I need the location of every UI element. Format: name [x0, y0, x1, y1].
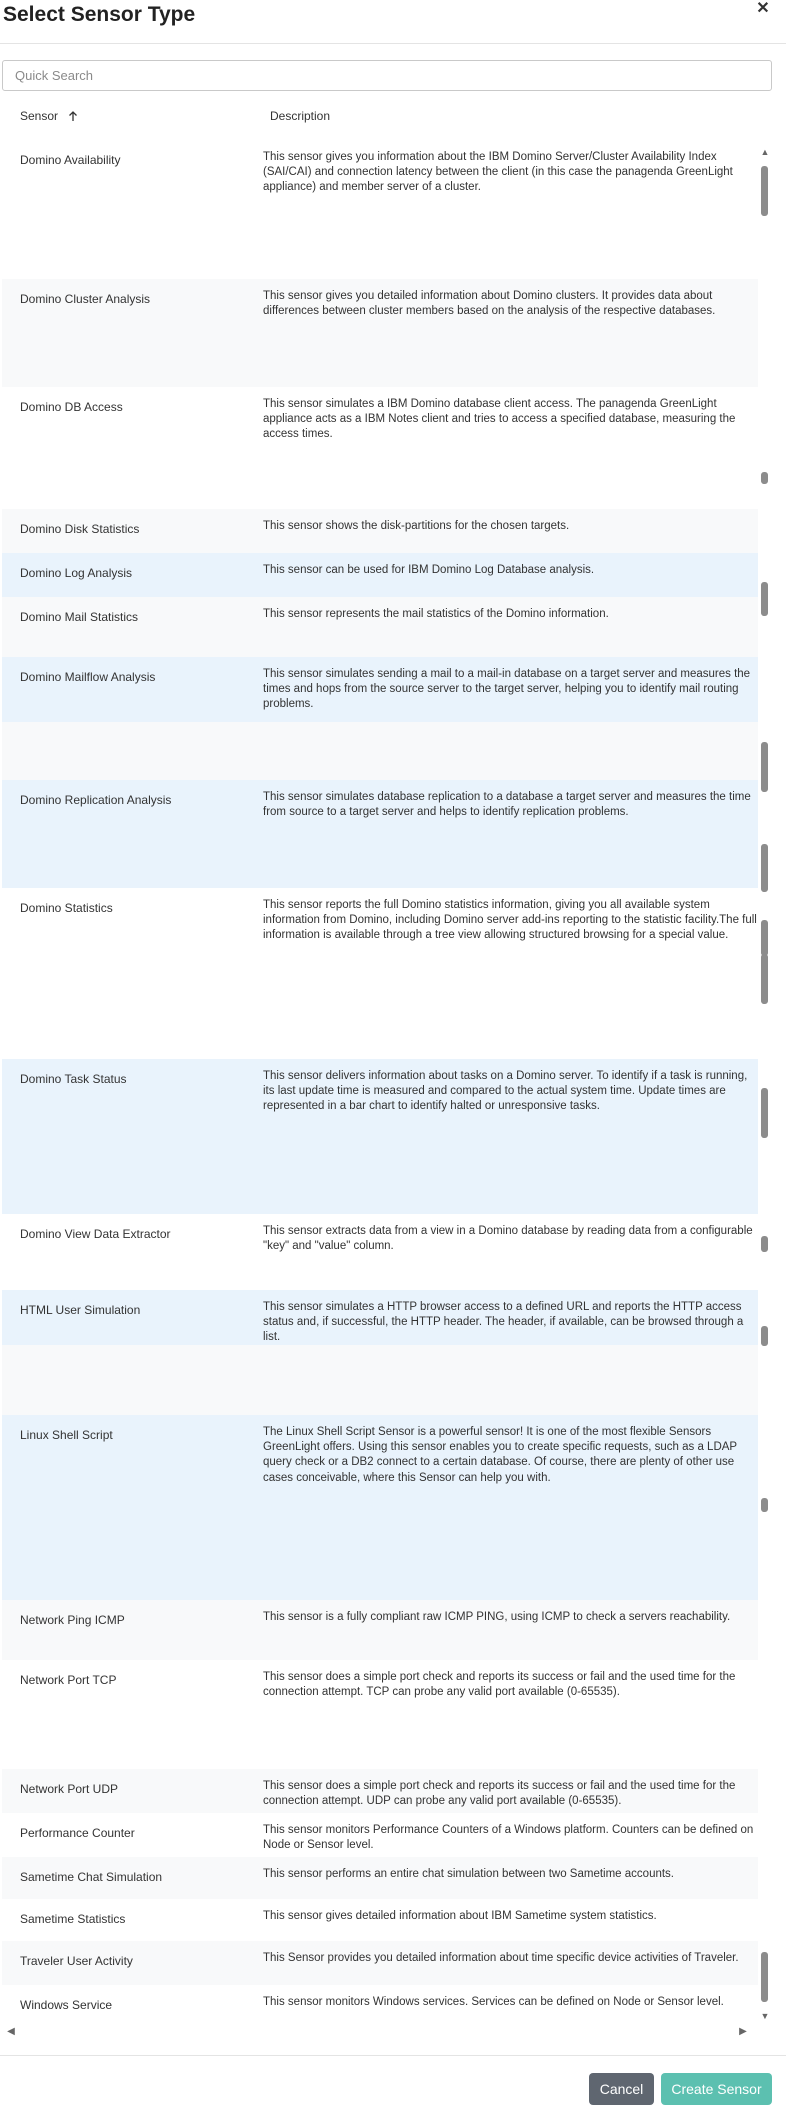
table-row[interactable] [2, 657, 758, 722]
sensor-name: Domino Disk Statistics [20, 522, 140, 536]
table-row[interactable] [2, 1813, 758, 1857]
table-row[interactable] [2, 1290, 758, 1345]
column-header-sensor-label: Sensor [20, 109, 59, 123]
sensor-description: This sensor simulates a HTTP browser access to a defined URL and reports the HTTP access status and, if successful, the HTTP header. The header, if available, can be browsed through a list. [263, 1301, 744, 1344]
sensor-description: This sensor performs an entire chat simulation between two Sametime accounts. [263, 1868, 674, 1880]
table-row[interactable] [2, 597, 758, 657]
sensor-description: This sensor reports the full Domino statistics information, giving you all available system information from Domino, including Domino server add-ins reporting to the statistic facility.The full information is available through a tree view allowing structured browsing for a special value. [263, 899, 757, 942]
table-row-spacer [2, 722, 758, 780]
sensor-name: Linux Shell Script [20, 1428, 113, 1442]
column-header-description[interactable]: Description [270, 109, 331, 123]
table-row[interactable] [2, 1857, 758, 1899]
table-row[interactable] [2, 553, 758, 597]
scroll-right-icon[interactable]: ▶ [739, 2026, 747, 2037]
sort-ascending-icon [67, 110, 79, 122]
table-row[interactable] [2, 1660, 758, 1769]
table-row[interactable] [2, 1415, 758, 1600]
horizontal-scrollbar[interactable] [2, 2025, 758, 2039]
scrollbar-thumb[interactable] [761, 1088, 768, 1138]
sensor-name: Domino Log Analysis [20, 566, 133, 580]
quick-search-input[interactable] [2, 60, 772, 91]
sensor-description: This sensor simulates sending a mail to a mail-in database on a target server and measures the times and hops from the source server to the target server, helping you to identify mail routing problems. [263, 668, 751, 711]
cancel-button[interactable]: Cancel [589, 2073, 654, 2105]
sensor-description: This sensor can be used for IBM Domino Log Database analysis. [263, 564, 595, 576]
scroll-down-icon[interactable]: ▼ [760, 2011, 770, 2021]
table-row[interactable] [2, 140, 758, 279]
sensor-name: HTML User Simulation [20, 1303, 141, 1317]
sensor-name: Traveler User Activity [20, 1954, 133, 1968]
table-row[interactable] [2, 1985, 758, 2027]
sensor-name: Domino DB Access [20, 400, 123, 414]
sensor-description: This sensor delivers information about tasks on a Domino server. To identify if a task is running, its last update time is measured and compared to the actual system time. Update times are represented in a bar chart to identify halted or unresponsive tasks. [263, 1070, 748, 1113]
close-icon[interactable]: ✕ [756, 0, 770, 17]
sensor-description: This sensor is a fully compliant raw ICMP PING, using ICMP to check a servers reachability. [263, 1611, 731, 1623]
sensor-name: Network Port UDP [20, 1782, 119, 1796]
create-sensor-button[interactable]: Create Sensor [661, 2073, 772, 2105]
sensor-name: Network Ping ICMP [20, 1613, 125, 1627]
sensor-description: This sensor monitors Windows services. Services can be defined on Node or Sensor level. [263, 1996, 724, 2008]
scrollbar-thumb[interactable] [761, 472, 768, 484]
table-row[interactable] [2, 279, 758, 387]
sensor-description: This sensor does a simple port check and reports its success or fail and the used time for the connection attempt. TCP can probe any valid port available (0-65535). [263, 1671, 736, 1699]
sensor-name: Domino Replication Analysis [20, 793, 172, 807]
table-row[interactable] [2, 1059, 758, 1214]
scrollbar-thumb[interactable] [761, 844, 768, 892]
table-row[interactable] [2, 1600, 758, 1660]
scrollbar-thumb[interactable] [761, 954, 768, 1004]
table-row[interactable] [2, 1941, 758, 1985]
sensor-name: Domino Cluster Analysis [20, 292, 151, 306]
sensor-name: Sametime Statistics [20, 1912, 126, 1926]
table-row[interactable] [2, 1899, 758, 1941]
sensor-name: Domino Mailflow Analysis [20, 670, 156, 684]
scrollbar-thumb[interactable] [761, 1498, 768, 1512]
sensor-name: Domino Availability [20, 153, 121, 167]
sensor-name: Windows Service [20, 1998, 113, 2012]
scrollbar-thumb[interactable] [761, 1236, 768, 1252]
table-row[interactable] [2, 387, 758, 509]
scrollbar-thumb[interactable] [761, 1952, 768, 2002]
sensor-description: This sensor gives detailed information about IBM Sametime system statistics. [263, 1910, 657, 1922]
table-row[interactable] [2, 888, 758, 1059]
sensor-description: This sensor gives you detailed information about Domino clusters. It provides data about differences between cluster members based on the analysis of the respective databases. [263, 290, 716, 318]
sensor-name: Domino View Data Extractor [20, 1227, 171, 1241]
dialog-footer [0, 2055, 786, 2115]
table-row[interactable] [2, 1769, 758, 1813]
sensor-description: This sensor represents the mail statistics of the Domino information. [263, 608, 609, 620]
sensor-name: Domino Statistics [20, 901, 113, 915]
sensor-name: Domino Task Status [20, 1072, 127, 1086]
sensor-description: This sensor does a simple port check and reports its success or fail and the used time for the connection attempt. UDP can probe any valid port available (0-65535). [263, 1780, 736, 1808]
dialog-title: Select Sensor Type [3, 3, 196, 26]
table-row[interactable] [2, 509, 758, 553]
sensor-description: This Sensor provides you detailed information about time specific device activities of Traveler. [263, 1952, 739, 1964]
sensor-name: Performance Counter [20, 1826, 135, 1840]
scrollbar-thumb[interactable] [761, 1326, 768, 1346]
scrollbar-thumb[interactable] [761, 582, 768, 616]
sensor-description: The Linux Shell Script Sensor is a powerful sensor! It is one of the most flexible Sensors GreenLight offers. Using this sensor enables you to create specific requests, such as a LDAP query check or a DB2 connect to a certain database. Of course, there are plenty of other use cases conceivable, where this Sensor can help you with. [263, 1426, 737, 1484]
sensor-description: This sensor simulates a IBM Domino database client access. The panagenda GreenLight appliance acts as a IBM Notes client and tries to access a specified database, measuring the access times. [263, 398, 736, 441]
scrollbar-thumb[interactable] [761, 742, 768, 792]
sensor-description: This sensor gives you information about the IBM Domino Server/Cluster Availability Index (SAI/CAI) and connection latency between the client (in this case the panagenda GreenLight appliance) and member server of a cluster. [263, 151, 733, 194]
scrollbar-thumb[interactable] [761, 920, 768, 956]
sensor-name: Domino Mail Statistics [20, 610, 139, 624]
sensor-name: Sametime Chat Simulation [20, 1870, 163, 1884]
column-header-sensor[interactable] [20, 109, 79, 123]
sensor-description: This sensor shows the disk-partitions for the chosen targets. [263, 520, 570, 532]
dialog-header [0, 0, 786, 44]
sensor-name: Network Port TCP [20, 1673, 117, 1687]
vertical-scrollbar[interactable] [758, 140, 772, 2027]
sensor-table [2, 140, 758, 2027]
table-row[interactable] [2, 780, 758, 888]
table-header [2, 96, 772, 138]
scroll-left-icon[interactable]: ◀ [7, 2026, 15, 2037]
sensor-description: This sensor monitors Performance Counters of a Windows platform. Counters can be defined on Node or Sensor level. [263, 1824, 754, 1852]
table-row[interactable] [2, 1214, 758, 1290]
sensor-description: This sensor simulates database replication to a database a target server and measures the time from source to a target server and helps to identify replication problems. [263, 791, 751, 819]
scrollbar-thumb[interactable] [761, 166, 768, 216]
scroll-up-icon[interactable]: ▲ [760, 147, 770, 157]
sensor-description: This sensor extracts data from a view in a Domino database by reading data from a configurable "key" and "value" column. [263, 1225, 753, 1253]
table-row-spacer [2, 1345, 758, 1415]
